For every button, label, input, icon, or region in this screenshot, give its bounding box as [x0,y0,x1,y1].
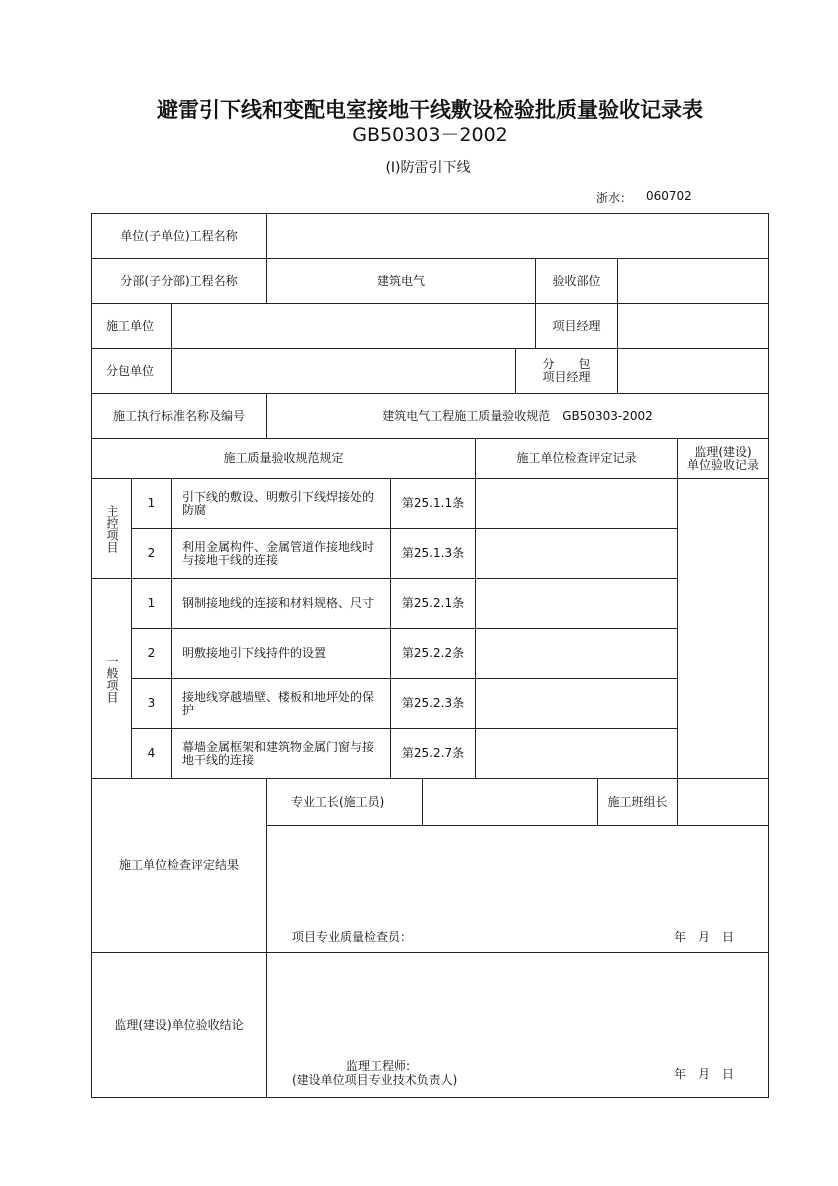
acceptance-part-label: 验收部位 [535,258,618,304]
general-items-label: 一般项目 [91,578,132,779]
item-description: 利用金属构件、金属管道作接地线时与接地干线的连接 [171,528,391,579]
item-record-field[interactable] [475,728,678,779]
item-record-field[interactable] [475,478,678,529]
foreman-label: 专业工长(施工员) [266,778,423,826]
engineer-label-sub: (建设单位项目专业技术负责人) [292,1073,458,1087]
result-label: 施工单位检查评定结果 [91,778,267,953]
item-record-field[interactable] [475,678,678,729]
item-number: 1 [131,578,172,629]
conclusion-date: 年 月 日 [674,1067,735,1081]
record-column-header: 施工单位检查评定记录 [475,438,678,479]
constructor-field[interactable] [171,303,536,349]
code-label: 浙水： [596,191,633,205]
item-description: 接地线穿越墙壁、楼板和地坪处的保护 [171,678,391,729]
team-leader-field[interactable] [677,778,769,826]
main-items-label: 主控项目 [91,478,132,579]
item-record-field[interactable] [475,628,678,679]
item-clause: 第25.2.3条 [390,678,476,729]
sub-pm-label-line1: 分 包 [542,357,591,371]
item-number: 2 [131,528,172,579]
subcontractor-field[interactable] [171,348,516,394]
spec-column-header: 施工质量验收规范规定 [91,438,476,479]
form-subtitle: (Ⅰ)防雷引下线 [385,160,471,176]
unit-project-field[interactable] [266,213,769,259]
item-number: 2 [131,628,172,679]
pm-label: 项目经理 [535,303,618,349]
engineer-label: 监理工程师: [346,1059,411,1073]
item-number: 4 [131,728,172,779]
item-clause: 第25.2.2条 [390,628,476,679]
constructor-label: 施工单位 [91,303,172,349]
pm-field[interactable] [617,303,769,349]
item-record-field[interactable] [475,578,678,629]
item-description: 幕墙金属框架和建筑物金属门窗与接地干线的连接 [171,728,391,779]
item-clause: 第25.1.3条 [390,528,476,579]
sub-pm-field[interactable] [617,348,769,394]
form-title: 避雷引下线和变配电室接地干线敷设检验批质量验收记录表 [157,98,703,122]
item-number: 1 [131,478,172,529]
team-leader-label: 施工班组长 [597,778,678,826]
sub-pm-label [515,348,618,394]
standard-number: GB50303－2002 [352,124,508,146]
supervision-header-line2: 单位验收记录 [686,457,759,472]
subcontractor-label: 分包单位 [91,348,172,394]
sub-project-field[interactable]: 建筑电气 [266,258,536,304]
supervision-record-field[interactable] [677,478,769,779]
standard-field[interactable]: 建筑电气工程施工质量验收规范 GB50303-2002 [266,393,769,439]
item-description: 明敷接地引下线持件的设置 [171,628,391,679]
sub-pm-label-line2: 项目经理 [542,370,591,384]
unit-project-label: 单位(子单位)工程名称 [91,213,267,259]
acceptance-part-field[interactable] [617,258,769,304]
item-description: 钢制接地线的连接和材料规格、尺寸 [171,578,391,629]
item-clause: 第25.2.7条 [390,728,476,779]
foreman-field[interactable] [422,778,598,826]
item-record-field[interactable] [475,528,678,579]
form-code: 060702 [646,189,692,203]
conclusion-label: 监理(建设)单位验收结论 [91,952,267,1098]
sub-project-label: 分部(子分部)工程名称 [91,258,267,304]
inspector-label: 项目专业质量检查员： [292,930,413,944]
item-clause: 第25.1.1条 [390,478,476,529]
standard-label: 施工执行标准名称及编号 [91,393,267,439]
supervision-header-line1: 监理(建设) [694,444,752,459]
supervision-column-header [677,438,769,479]
item-description: 引下线的敷设、明敷引下线焊接处的防腐 [171,478,391,529]
item-clause: 第25.2.1条 [390,578,476,629]
result-date: 年 月 日 [674,930,735,944]
item-number: 3 [131,678,172,729]
